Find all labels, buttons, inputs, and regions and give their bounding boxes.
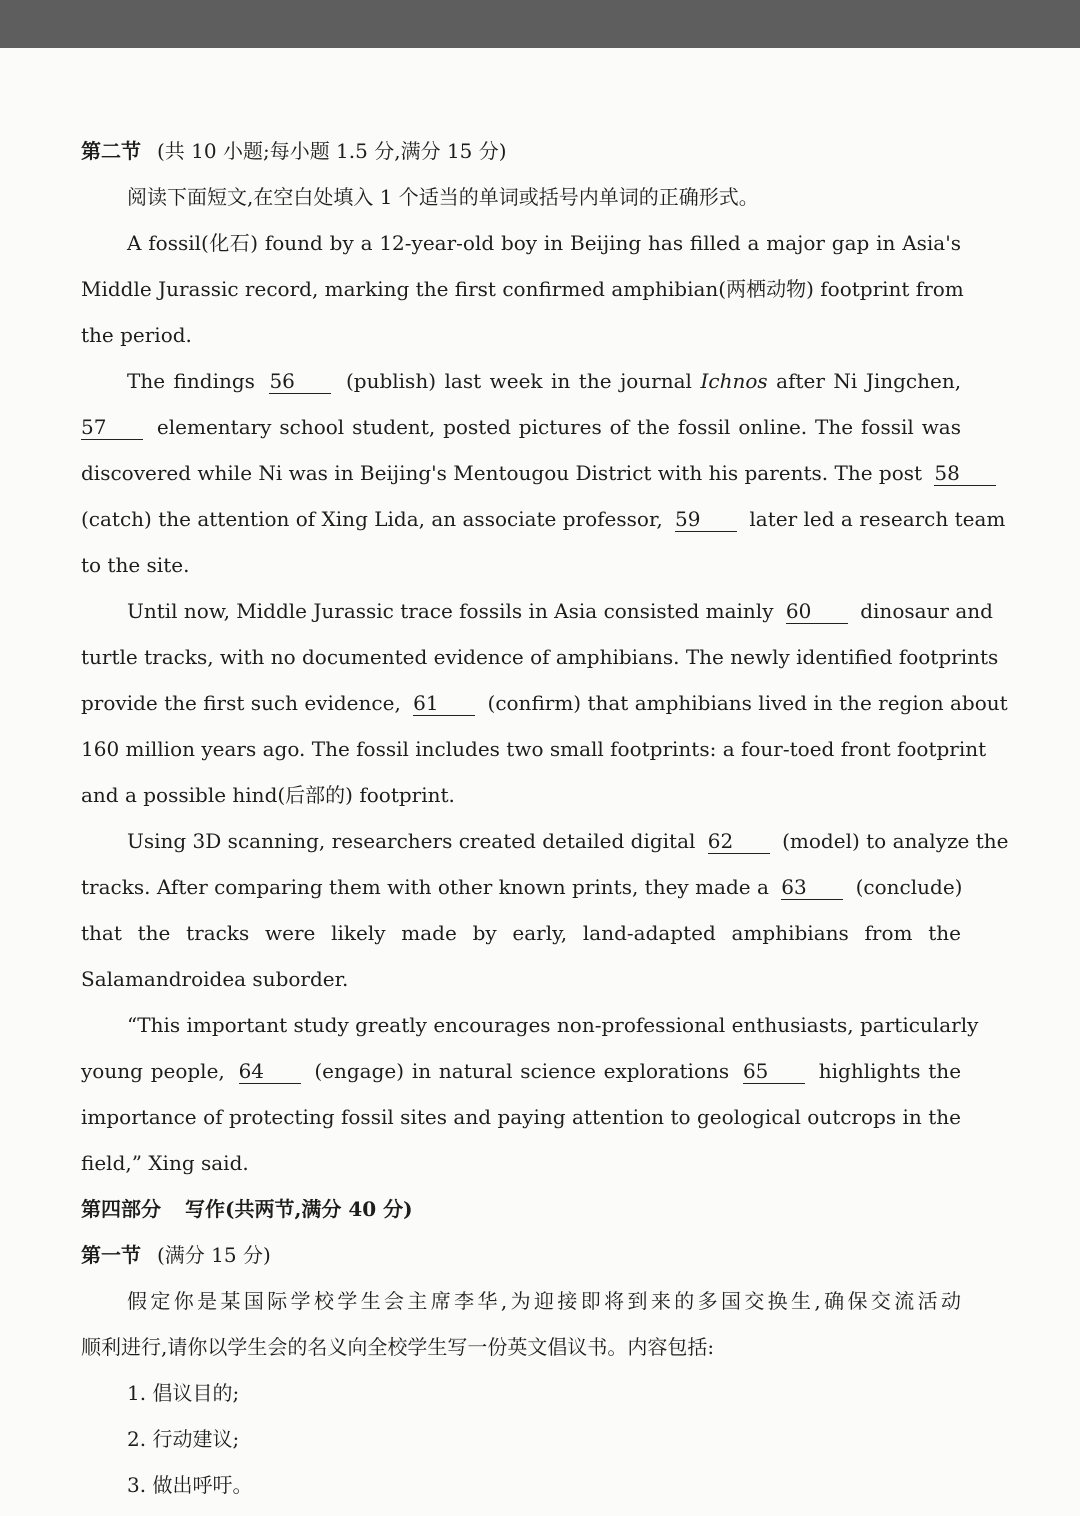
text: after Ni Jingchen, [776, 369, 962, 393]
blank-60[interactable]: 60 [786, 599, 848, 624]
text: (publish) last week in the journal [345, 369, 692, 393]
passage-line [81, 818, 1009, 864]
text: (model) to analyze the [782, 829, 1009, 853]
passage-line: that the tracks were likely made by early, land-adapted amphibians from the [81, 921, 961, 945]
text: elementary school student, posted pictures of the fossil online. The fossil was [156, 415, 961, 439]
section2-note: (共 10 小题;每小题 1.5 分,满分 15 分) [157, 139, 507, 163]
text: (engage) in natural science explorations [314, 1059, 730, 1083]
passage-line [81, 358, 961, 404]
text: Until now, Middle Jurassic trace fossils in Asia consisted mainly [127, 599, 774, 623]
list-item: 3. 做出呼吁。 [127, 1473, 253, 1497]
part4-heading: 第四部分 [81, 1197, 161, 1221]
blank-57[interactable]: 57 [81, 415, 143, 440]
passage-line [81, 404, 961, 450]
blank-59[interactable]: 59 [675, 507, 737, 532]
blank-61[interactable]: 61 [413, 691, 475, 716]
exam-page [81, 128, 1009, 1508]
text: provide the first such evidence, [81, 691, 401, 715]
passage-line: Middle Jurassic record, marking the first confirmed amphibian(两栖动物) footprint from [81, 277, 964, 301]
text: tracks. After comparing them with other known prints, they made a [81, 875, 769, 899]
passage-line: 160 million years ago. The fossil includes two small footprints: a four-toed front footprint [81, 737, 987, 761]
blank-58[interactable]: 58 [934, 461, 996, 486]
passage-line [81, 1048, 961, 1094]
passage-line: A fossil(化石) found by a 12-year-old boy in Beijing has filled a major gap in Asia's [127, 231, 961, 255]
journal-name: Ichnos [700, 369, 768, 393]
passage-line [81, 680, 1008, 726]
text: Using 3D scanning, researchers created detailed digital [127, 829, 696, 853]
section1-heading-line [81, 1232, 961, 1278]
passage-line: field,” Xing said. [81, 1151, 249, 1175]
text: (catch) the attention of Xing Lida, an associate professor, [81, 507, 663, 531]
list-item: 2. 行动建议; [127, 1427, 240, 1451]
section2-heading: 第二节 [81, 139, 141, 163]
section1-note: (满分 15 分) [157, 1243, 271, 1267]
passage-line [81, 864, 961, 910]
prompt-line: 顺利进行,请你以学生会的名义向全校学生写一份英文倡议书。内容包括: [81, 1335, 715, 1359]
blank-65[interactable]: 65 [743, 1059, 805, 1084]
passage-line [81, 496, 1006, 542]
prompt-line: 假定你是某国际学校学生会主席李华,为迎接即将到来的多国交换生,确保交流活动 [127, 1289, 961, 1313]
passage-line: the period. [81, 323, 192, 347]
passage-line: Salamandroidea suborder. [81, 967, 349, 991]
text: young people, [81, 1059, 225, 1083]
list-item: 1. 倡议目的; [127, 1381, 240, 1405]
part4-heading-line [81, 1186, 961, 1232]
part4-title: 写作(共两节,满分 40 分) [185, 1197, 413, 1221]
text: later led a research team [749, 507, 1006, 531]
text: (conclude) [855, 875, 963, 899]
section1-heading: 第一节 [81, 1243, 141, 1267]
blank-63[interactable]: 63 [781, 875, 843, 900]
passage-line: and a possible hind(后部的) footprint. [81, 783, 455, 807]
passage-line: to the site. [81, 553, 190, 577]
text: discovered while Ni was in Beijing's Mentougou District with his parents. The post [81, 461, 923, 485]
passage-line: importance of protecting fossil sites and paying attention to geological outcrops in the [81, 1105, 961, 1129]
top-bar [0, 0, 1080, 48]
passage-line: “This important study greatly encourages non-professional enthusiasts, particularly [127, 1013, 979, 1037]
section2-instruction: 阅读下面短文,在空白处填入 1 个适当的单词或括号内单词的正确形式。 [127, 185, 759, 209]
blank-62[interactable]: 62 [708, 829, 770, 854]
passage-line [81, 450, 961, 496]
blank-64[interactable]: 64 [239, 1059, 301, 1084]
section2-heading-line [81, 128, 961, 174]
text: dinosaur and [860, 599, 993, 623]
text: The findings [127, 369, 255, 393]
blank-56[interactable]: 56 [269, 369, 331, 394]
text: (confirm) that amphibians lived in the region about [487, 691, 1008, 715]
passage-line: turtle tracks, with no documented evidence of amphibians. The newly identified footprints [81, 645, 999, 669]
text: highlights the [818, 1059, 962, 1083]
passage-line [81, 588, 993, 634]
